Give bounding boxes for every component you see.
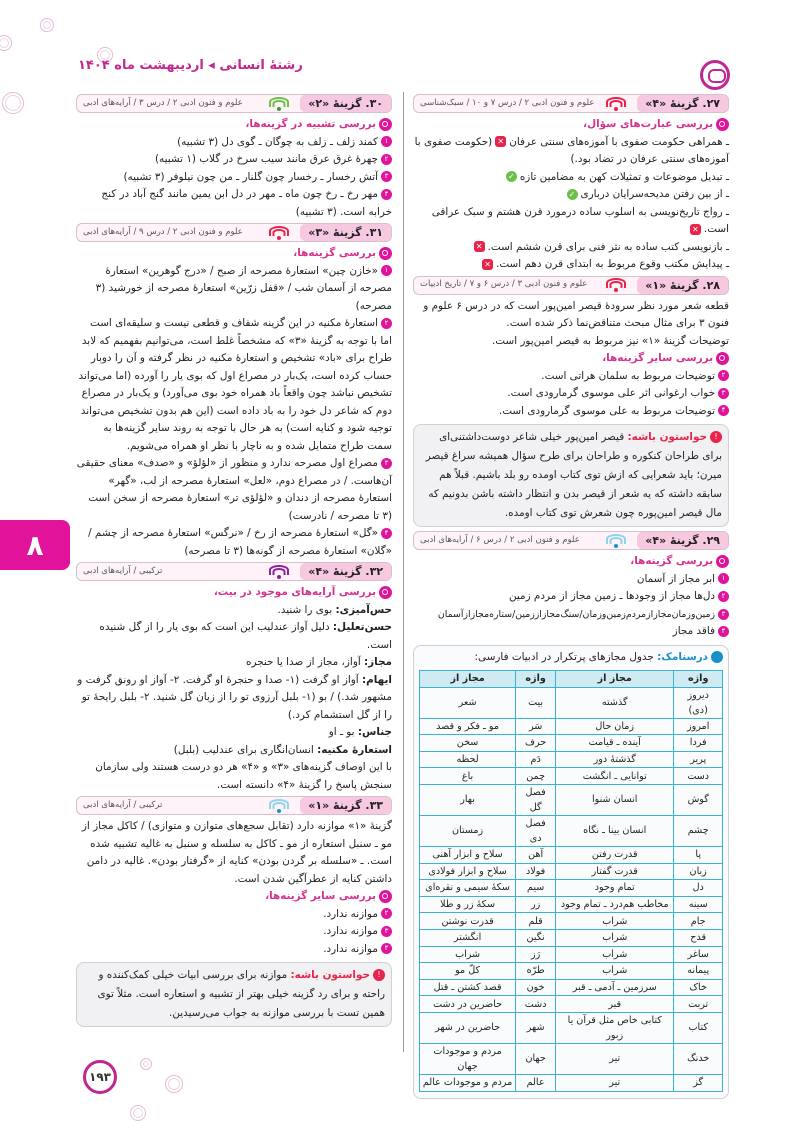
- answer-label: ۳۱. گزینهٔ «۳»: [300, 224, 391, 241]
- table-cell: نگین: [516, 929, 556, 946]
- table-cell: جام: [674, 913, 723, 930]
- warning-note: !حواستون باشه: موازنه برای بررسی ابیات خیلی کمک‌کننده و راحته و برای رد گزینه خیلی بهتر از تشبیه و استعاره است. مثلاً توی همین تست با بررسی موازنه به جواب می‌رسیدین.: [76, 962, 392, 1027]
- table-cell: امروز: [674, 718, 723, 735]
- review-heading: بررسی عبارت‌های سؤال،: [413, 116, 729, 134]
- option-item: ۳موازنه ندارد.: [76, 923, 392, 941]
- review-heading: بررسی سایر گزینه‌ها،: [76, 888, 392, 906]
- table-cell: زبان: [674, 863, 723, 880]
- option-item: ۲دل‌ها مجاز از وجودها ـ زمین مجاز از مردم زمین: [413, 588, 729, 606]
- review-line: ـ پیدایش مکتب وقوع مربوط به ابتدای قرن دهم است.✕: [413, 256, 729, 274]
- table-row: [420, 784, 723, 815]
- magnifier-icon: [379, 890, 392, 903]
- answer-header-33: [76, 796, 392, 815]
- astronaut-helmet-icon: [700, 60, 730, 90]
- option-item: ۲توضیحات مربوط به سلمان هراتی است.: [413, 368, 729, 386]
- table-header-cell: مجاز از: [556, 671, 674, 688]
- table-cell: دشت: [516, 996, 556, 1013]
- table-cell: سکهٔ سیمی و نقره‌ای: [420, 880, 516, 897]
- table-cell: حرف: [516, 735, 556, 752]
- table-cell: گز: [674, 1074, 723, 1091]
- difficulty-signal-icon: [268, 97, 290, 111]
- table-cell: ساغر: [674, 946, 723, 963]
- left-column: [76, 92, 392, 1031]
- magnifier-icon: [716, 555, 729, 568]
- table-cell: مخاطب هم‌درد ـ تمام وجود: [556, 896, 674, 913]
- option-item: ۴توضیحات مربوط به علی موسوی گرمارودی است.: [413, 403, 729, 421]
- option-item: ۴موازنه ندارد.: [76, 941, 392, 959]
- warning-icon: !: [373, 969, 385, 981]
- table-cell: تیر: [556, 1074, 674, 1091]
- decorative-circle: [2, 92, 24, 114]
- difficulty-signal-icon: [605, 278, 627, 292]
- answer-topic: ترکیبی / آرایه‌های ادبی: [83, 799, 163, 810]
- table-cell: مردم و موجودات عالم: [420, 1074, 516, 1091]
- wrong-icon: ✕: [474, 241, 485, 252]
- table-cell: فردا: [674, 735, 723, 752]
- option-item: ۲استعارهٔ مکنیه در این گزینه شفاف و قطعی نیست و سلیقه‌ای است اما با توجه به گزینهٔ «۳» که مشخصاً غلط است، می‌توانیم بفهمیم که لابد طراح برای «باد» تشخیص و استعارهٔ مکنیه در نظر گرفته و آن را دوبار حساب کرده است، یک‌بار در مصراع اول که بوی یار را آورده (اما می‌تواند تشخیص نباشد چون واقعاً باد همراه خود بوی می‌آورد) و یک‌بار در مصراع دوم که شاعر دل خود را به باد داده است (این هم بدون تشخیص می‌تواند توجیه شود و کنایه است) به هر حال با توجه به روند سایر گزینه‌ها به سمت طراح متمایل شده و به ناچار با نظر او همراه می‌شویم.: [78, 317, 392, 452]
- option-number-icon: ۲: [381, 318, 392, 329]
- table-cell: شراب: [556, 929, 674, 946]
- option-number-icon: ۱: [381, 136, 392, 147]
- table-cell: شهر: [516, 1012, 556, 1043]
- check-icon: ✓: [567, 189, 578, 200]
- table-cell: مو ـ فکر و قصد: [420, 718, 516, 735]
- table-cell: لحظه: [420, 751, 516, 768]
- option-item: ۳مصراع اول مصرحه ندارد و منظور از «لؤلؤ» و «صدف» معنای حقیقی آن‌هاست. / در مصراع دوم، «لعل» استعارهٔ مصرحه از لب، «گهر» استعارهٔ مصرحه از دندان و «لؤلؤی تر» استعارهٔ مصرحه از سخن است (۳ تا مصرحه / نادرست): [76, 457, 392, 522]
- answer-header-30: [76, 94, 392, 113]
- answer-topic: علوم و فنون ادبی ۳ / درس ۶ و ۷ / تاریخ ادبیات: [420, 279, 588, 290]
- option-number-icon: ۳: [718, 388, 729, 399]
- metonymy-table: [419, 670, 723, 1092]
- option-number-icon: ۲: [381, 154, 392, 165]
- wrong-icon: ✕: [495, 136, 506, 147]
- table-cell: پریر: [674, 751, 723, 768]
- table-cell: سینه: [674, 896, 723, 913]
- table-cell: شراب: [556, 946, 674, 963]
- table-row: [420, 946, 723, 963]
- paragraph: گزینهٔ «۱» موازنه دارد (تقابل سجع‌های متوازن و متوازی) / کاکل مجاز از مو ـ سنبل استعاره از مو ـ کاکل به سلسله و سنبل به غالیه تشبیه شده است. ـ «سلسله بر گردن بودن» کنایه از «گرفتار بودن». غالیه در دامن داشتن کنایه از عطرآگین شدن است.: [81, 820, 392, 885]
- table-cell: خاک: [674, 979, 723, 996]
- table-row: [420, 979, 723, 996]
- option-number-icon: ۴: [381, 189, 392, 200]
- table-cell: فولاد: [516, 863, 556, 880]
- table-cell: سَر: [516, 718, 556, 735]
- review-line: ـ از بین رفتن مدیحه‌سرایان درباری✓: [413, 186, 729, 204]
- table-cell: گوش: [674, 784, 723, 815]
- paragraph: با این اوصاف گزینه‌های «۳» و «۴» هر دو درست هستند ولی سازمان سنجش پاسخ را گزینهٔ «۴» دانسته است.: [95, 761, 392, 791]
- table-cell: چشم: [674, 815, 723, 846]
- answer-label: ۲۷. گزینهٔ «۴»: [637, 95, 728, 112]
- table-cell: زمان حال: [556, 718, 674, 735]
- table-cell: حاضرین در شهر: [420, 1012, 516, 1043]
- table-cell: زمستان: [420, 815, 516, 846]
- table-cell: آهن: [516, 846, 556, 863]
- review-heading: بررسی گزینه‌ها،: [76, 245, 392, 263]
- review-heading: بررسی گزینه‌ها،: [413, 553, 729, 571]
- table-cell: عالم: [516, 1074, 556, 1091]
- table-cell: انسان شنوا: [556, 784, 674, 815]
- wrong-icon: ✕: [690, 224, 701, 235]
- table-cell: قدرت رفتن: [556, 846, 674, 863]
- table-cell: سلاح و ابزار فولادی: [420, 863, 516, 880]
- page-header-title: رشتهٔ انسانی ◂ اردیبهشت ماه ۱۴۰۴: [78, 58, 303, 73]
- review-heading: بررسی آرایه‌های موجود در بیت،: [76, 584, 392, 602]
- table-cell: طرّه: [516, 963, 556, 980]
- table-cell: قدرت گفتار: [556, 863, 674, 880]
- option-number-icon: ۲: [381, 908, 392, 919]
- table-row: [420, 863, 723, 880]
- table-cell: دل: [674, 880, 723, 897]
- review-line: ـ تبدیل موضوعات و تمثیلات کهن به مضامین تازه✓: [413, 169, 729, 187]
- table-cell: بیت: [516, 687, 556, 718]
- table-cell: قصد کشتن ـ قتل: [420, 979, 516, 996]
- option-number-icon: ۳: [381, 926, 392, 937]
- difficulty-signal-icon: [268, 226, 290, 240]
- table-cell: توانایی ـ انگشت: [556, 768, 674, 785]
- wrong-icon: ✕: [482, 259, 493, 270]
- answer-topic: علوم و فنون ادبی ۲ / درس ۳ / آرایه‌های ادبی: [83, 97, 243, 108]
- table-cell: سیم: [516, 880, 556, 897]
- table-cell: فصل گل: [516, 784, 556, 815]
- option-item: ۱«خازن چین» استعارهٔ مصرحه از صبح / «درج گوهرین» استعارهٔ مصرحه از آسمان شب / «قفل زرّین» استعارهٔ مصرحه از خورشید (۳ مصرحه): [95, 264, 392, 312]
- answer-topic: ترکیبی / آرایه‌های ادبی: [83, 565, 163, 576]
- answer-header-29: [413, 531, 729, 550]
- review-line: ـ رواج تاریخ‌نویسی به اسلوب ساده درمورد قرن هشتم و سبک عراقی است.✕: [431, 205, 729, 235]
- table-cell: قدح: [674, 929, 723, 946]
- table-cell: فصل دی: [516, 815, 556, 846]
- table-row: [420, 1074, 723, 1091]
- table-cell: تیر: [556, 1043, 674, 1074]
- review-heading: بررسی تشبیه در گزینه‌ها،: [76, 116, 392, 134]
- term-line: جناس: بو ـ او: [328, 726, 392, 738]
- table-cell: تمام وجود: [556, 880, 674, 897]
- option-number-icon: ۴: [718, 626, 729, 637]
- magnifier-icon: [716, 118, 729, 131]
- option-item: ۳زمین‌وزمان‌مجازازمردم‌زمین‌وزمان/سنگ‌مجازاززمین/ستاره‌مجازازآسمان: [413, 606, 729, 624]
- magnifier-icon: [379, 247, 392, 260]
- chapter-tab: ۸: [0, 520, 70, 570]
- table-row: [420, 768, 723, 785]
- table-header-cell: واژه: [674, 671, 723, 688]
- table-cell: خدنگ: [674, 1043, 723, 1074]
- answer-label: ۲۸. گزینهٔ «۱»: [637, 277, 728, 294]
- answer-label: ۳۰. گزینهٔ «۲»: [300, 95, 391, 112]
- warning-icon: !: [710, 431, 722, 443]
- magnifier-icon: [716, 352, 729, 365]
- answer-label: ۲۹. گزینهٔ «۴»: [637, 532, 728, 549]
- table-header-cell: واژه: [516, 671, 556, 688]
- term-line: حسن‌تعلیل: دلیل آواز عندلیب این است که بوی یار را از گل شنیده است.: [99, 621, 392, 651]
- table-cell: گذشته: [556, 687, 674, 718]
- answer-topic: علوم و فنون ادبی ۲ / درس ۹ / آرایه‌های ادبی: [83, 226, 243, 237]
- option-number-icon: ۲: [718, 370, 729, 381]
- decorative-circle: [40, 18, 54, 32]
- table-cell: گذشتهٔ دور: [556, 751, 674, 768]
- option-item: ۲موازنه ندارد.: [76, 906, 392, 924]
- table-cell: مردم و موجودات جهان: [420, 1043, 516, 1074]
- review-line: ـ بازنویسی کتب ساده به نثر فنی برای قرن ششم است.✕: [413, 239, 729, 257]
- table-row: [420, 1012, 723, 1043]
- table-cell: شراب: [556, 963, 674, 980]
- table-cell: دَم: [516, 751, 556, 768]
- decorative-circle: [165, 1075, 183, 1093]
- table-row: [420, 896, 723, 913]
- table-cell: انگشتر: [420, 929, 516, 946]
- column-divider: [403, 92, 404, 1052]
- difficulty-signal-icon: [268, 565, 290, 579]
- page-number: ۱۹۳: [83, 1060, 117, 1094]
- table-cell: کلّ مو: [420, 963, 516, 980]
- term-line: استعارهٔ مکنیه: انسان‌انگاری برای عندلیب (بلبل): [173, 743, 392, 756]
- table-row: [420, 880, 723, 897]
- option-number-icon: ۴: [381, 528, 392, 539]
- table-cell: قدرت نوشتن: [420, 913, 516, 930]
- option-item: ۴«گل» استعارهٔ مصرحه از رخ / «نرگس» استعارهٔ مصرحه از چشم / «گلان» استعارهٔ مصرحه از گونه‌ها (۳ تا مصرحه): [88, 527, 392, 557]
- review-heading: بررسی سایر گزینه‌ها،: [413, 350, 729, 368]
- magnifier-icon: [379, 118, 392, 131]
- table-row: [420, 996, 723, 1013]
- option-number-icon: ۴: [381, 943, 392, 954]
- option-item: ۳خواب ارغوانی اثر علی موسوی گرمارودی است.: [413, 385, 729, 403]
- table-row: [420, 735, 723, 752]
- table-cell: شراب: [420, 946, 516, 963]
- answer-header-31: [76, 223, 392, 242]
- table-cell: کتابی خاص مثل قرآن یا زبور: [556, 1012, 674, 1043]
- table-cell: انسان بینا ـ نگاه: [556, 815, 674, 846]
- table-row: [420, 913, 723, 930]
- magnifier-icon: [379, 586, 392, 599]
- option-item: ۱کمند زلف ـ زلف به چوگان ـ گوی دل (۳ تشبیه): [76, 134, 392, 152]
- option-number-icon: ۱: [718, 573, 729, 584]
- table-row: [420, 687, 723, 718]
- table-cell: پا: [674, 846, 723, 863]
- table-cell: دیروز (دی): [674, 687, 723, 718]
- table-cell: سلاح و ابزار آهنی: [420, 846, 516, 863]
- answer-topic: علوم و فنون ادبی ۲ / درس ۶ / آرایه‌های ادبی: [420, 534, 580, 545]
- option-item: ۴مهر رخ ـ رخ چون ماه ـ مهر در دل ابن یمین مانند گنج آباد در کنج خرابه است. (۳ تشبیه): [101, 188, 392, 218]
- table-row: [420, 1043, 723, 1074]
- lesson-box: درسنامک: جدول مجازهای پرتکرار در ادبیات فارسی: واژه مجاز از واژه مجاز از دیروز (دی) گذشته بیت شعر امروز زمان حال سَر مو ـ فکر و قصد فردا آینده ـ قیامت حرف سخن پریر گذشتهٔ دور دَم لحظه دست توانایی ـ انگشت چمن باغ گوش انسان شنوا فصل گل بهار چشم انسان بینا ـ نگاه فصل دی زمستان پا قدرت رفتن آهن سلاح و ابزار آهنی زبان قدرت گفتار فولاد سلاح و ابزار فولادی دل تمام وجود سیم سکهٔ سیمی و نقره‌ای سینه مخاطب هم‌درد ـ تمام وجود زر سکهٔ زر و طلا جام شراب قلم قدرت نوشتن قدح شراب نگین انگشتر ساغر شراب رَز شراب پیمانه شراب طرّه کلّ مو خاک سرزمین ـ آدمی ـ قبر خون قصد کشتن ـ قتل تربت قبر دشت حاضرین در دشت کتاب کتابی خاص مثل قرآن یا زبور شهر حاضرین در شهر خدنگ تیر جهان مردم و موجودات جهان گز تیر عالم مردم و موجودات عالم: [413, 645, 729, 1099]
- table-cell: بهار: [420, 784, 516, 815]
- speech-bubble-icon: [711, 651, 723, 663]
- difficulty-signal-icon: [268, 799, 290, 813]
- option-item: ۱ابر مجاز از آسمان: [413, 571, 729, 589]
- table-cell: شراب: [556, 913, 674, 930]
- term-line: مجاز: آواز، مجاز از صدا یا حنجره: [246, 656, 392, 668]
- table-cell: حاضرین در دشت: [420, 996, 516, 1013]
- table-cell: زر: [516, 896, 556, 913]
- table-cell: جهان: [516, 1043, 556, 1074]
- decorative-circle: [0, 35, 12, 51]
- table-cell: خون: [516, 979, 556, 996]
- answer-header-27: [413, 94, 729, 113]
- decorative-circle: [130, 1105, 146, 1121]
- table-cell: سرزمین ـ آدمی ـ قبر: [556, 979, 674, 996]
- table-cell: باغ: [420, 768, 516, 785]
- paragraph: توضیحات گزینهٔ «۱» نیز مربوط به قیصر امین‌پور است.: [491, 334, 729, 347]
- answer-topic: علوم و فنون ادبی ۲ / درس ۷ و ۱۰ / سبک‌شناسی: [420, 97, 595, 108]
- table-row: [420, 815, 723, 846]
- option-item: ۳آتش رخسار ـ رخسار چون گلنار ـ من چون نیلوفر (۳ تشبیه): [76, 169, 392, 187]
- option-number-icon: ۴: [718, 405, 729, 416]
- table-cell: دست: [674, 768, 723, 785]
- decorative-circle: [140, 1058, 152, 1070]
- review-line: ـ همراهی حکومت صفوی با آموزه‌های سنتی عرفان✕(حکومت صفوی با آموزه‌های سنتی عرفان در تضاد بود.): [414, 135, 729, 165]
- table-cell: کتاب: [674, 1012, 723, 1043]
- warning-note: !حواستون باشه: قیصر امین‌پور خیلی شاعر دوست‌داشتنی‌ای برای طراحان کنکوره و طراحان برای طرح سؤال همیشه سراغ قیصر میرن؛ باید شعرایی که ازش توی کتاب اومده رو بلد باشیم. قبلاً هم سابقه داشته که یه شعر از قیصر بدن و انتظار داشته باشن بدونیم که مال قیصر امین‌پوره چون شعرش توی کتاب اومده.: [413, 424, 729, 527]
- term-line: ایهام: آواز او گرفت (۱- صدا و حنجرهٔ او گرفت. ۲- آواز او رونق گرفت و مشهور شد.) / بو (۱- بلبل آرزوی تو را از زبان گل شنید. ۲- بلبل رایحهٔ تو را از گل استشمام کرد.): [77, 673, 392, 721]
- table-cell: پیمانه: [674, 963, 723, 980]
- answer-header-32: [76, 562, 392, 581]
- paragraph: قطعه شعر مورد نظر سرودهٔ قیصر امین‌پور است که در درس ۶ علوم و فنون ۳ برای مثال مبحث متناقض‌نما ذکر شده است.: [423, 299, 729, 329]
- table-cell: قلم: [516, 913, 556, 930]
- difficulty-signal-icon: [605, 97, 627, 111]
- option-item: ۲چهرهٔ غرق عرق مانند سیب سرخ در گلاب (۱ تشبیه): [76, 151, 392, 169]
- option-number-icon: ۳: [381, 458, 392, 469]
- table-cell: سکهٔ زر و طلا: [420, 896, 516, 913]
- table-row: [420, 718, 723, 735]
- option-number-icon: ۲: [718, 591, 729, 602]
- right-column: [413, 92, 729, 1099]
- option-number-icon: ۳: [718, 609, 729, 620]
- table-row: [420, 751, 723, 768]
- table-cell: سخن: [420, 735, 516, 752]
- table-cell: قبر: [556, 996, 674, 1013]
- answer-label: ۳۳. گزینهٔ «۱»: [300, 797, 391, 814]
- table-cell: رَز: [516, 946, 556, 963]
- answer-label: ۳۲. گزینهٔ «۴»: [300, 563, 391, 580]
- answer-header-28: [413, 276, 729, 295]
- option-number-icon: ۳: [381, 171, 392, 182]
- table-row: [420, 929, 723, 946]
- option-item: ۴فاقد مجاز: [413, 623, 729, 641]
- table-row: [420, 846, 723, 863]
- table-cell: تربت: [674, 996, 723, 1013]
- option-number-icon: ۱: [381, 265, 392, 276]
- check-icon: ✓: [506, 171, 517, 182]
- table-cell: چمن: [516, 768, 556, 785]
- difficulty-signal-icon: [605, 534, 627, 548]
- table-row: [420, 963, 723, 980]
- table-cell: شعر: [420, 687, 516, 718]
- term-line: حس‌آمیزی: بوی را شنید.: [277, 603, 392, 616]
- table-header-cell: مجاز از: [420, 671, 516, 688]
- table-cell: آینده ـ قیامت: [556, 735, 674, 752]
